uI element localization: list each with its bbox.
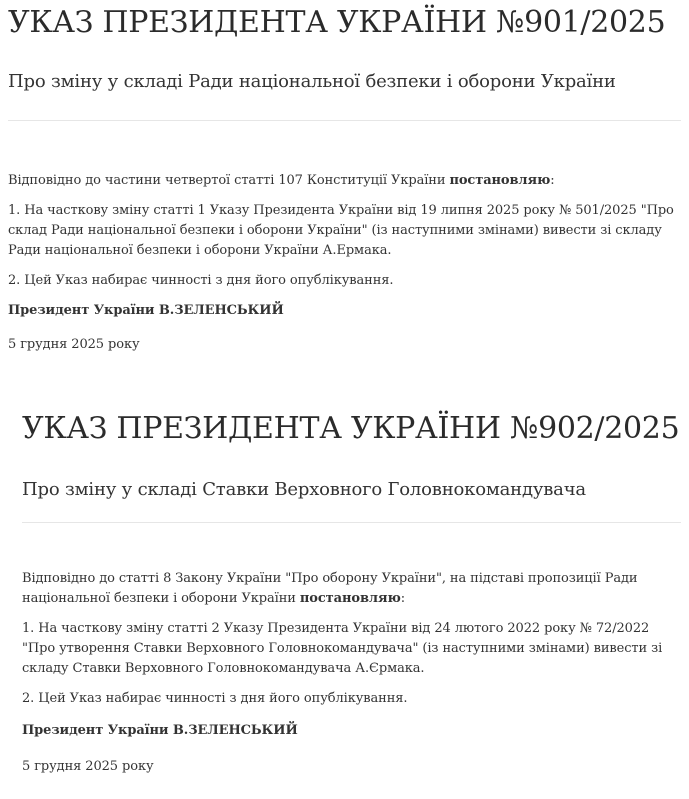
decree-title: УКАЗ ПРЕЗИДЕНТА УКРАЇНИ №901/2025 [8, 5, 666, 40]
decree-902 [0, 404, 689, 777]
item-2-paragraph: 2. Цей Указ набирає чинності з дня його опублікування. [22, 691, 408, 706]
decree-title: УКАЗ ПРЕЗИДЕНТА УКРАЇНИ №902/2025 [22, 411, 680, 446]
decree-901 [0, 0, 689, 355]
item-2-paragraph: 2. Цей Указ набирає чинності з дня його опублікування. [8, 273, 394, 288]
basis-text: Відповідно до статті 8 Закону України "Про оборону України", на підставі пропозиції Ради національної безпеки і оборони України [22, 571, 638, 606]
decree-subtitle: Про зміну у складі Ради національної безпеки і оборони України [8, 71, 616, 92]
basis-end: : [400, 591, 405, 606]
decree-body [8, 171, 681, 355]
signature: Президент України В.ЗЕЛЕНСЬКИЙ [8, 303, 284, 318]
decree-body [22, 569, 681, 777]
divider [22, 522, 681, 523]
item-1-paragraph: 1. На часткову зміну статті 2 Указу Президента України від 24 лютого 2022 року № 72/2022 "Про утворення Ставки Верховного Головнокомандувача" (із наступними змінами) вивести зі складу Ставки Верховного Головнокомандувача А.Єрмака. [22, 621, 663, 676]
basis-paragraph [8, 171, 681, 191]
item-1-paragraph: 1. На часткову зміну статті 1 Указу Президента України від 19 липня 2025 року № 501/2025 "Про склад Ради національної безпеки і оборони України" (із наступними змінами) вивести зі складу Ради національної безпеки і оборони України А.Ермака. [8, 203, 674, 258]
divider [8, 120, 681, 121]
basis-text: Відповідно до частини четвертої статті 107 Конституції України [8, 173, 450, 188]
decree-date: 5 грудня 2025 року [22, 759, 154, 774]
signature: Президент України В.ЗЕЛЕНСЬКИЙ [22, 723, 298, 738]
basis-bold: постановляю [299, 591, 401, 606]
decree-date: 5 грудня 2025 року [8, 337, 140, 352]
basis-paragraph [22, 569, 681, 609]
basis-end: : [550, 173, 555, 188]
basis-bold: постановляю [449, 173, 551, 188]
decree-subtitle: Про зміну у складі Ставки Верховного Головнокомандувача [22, 479, 586, 500]
